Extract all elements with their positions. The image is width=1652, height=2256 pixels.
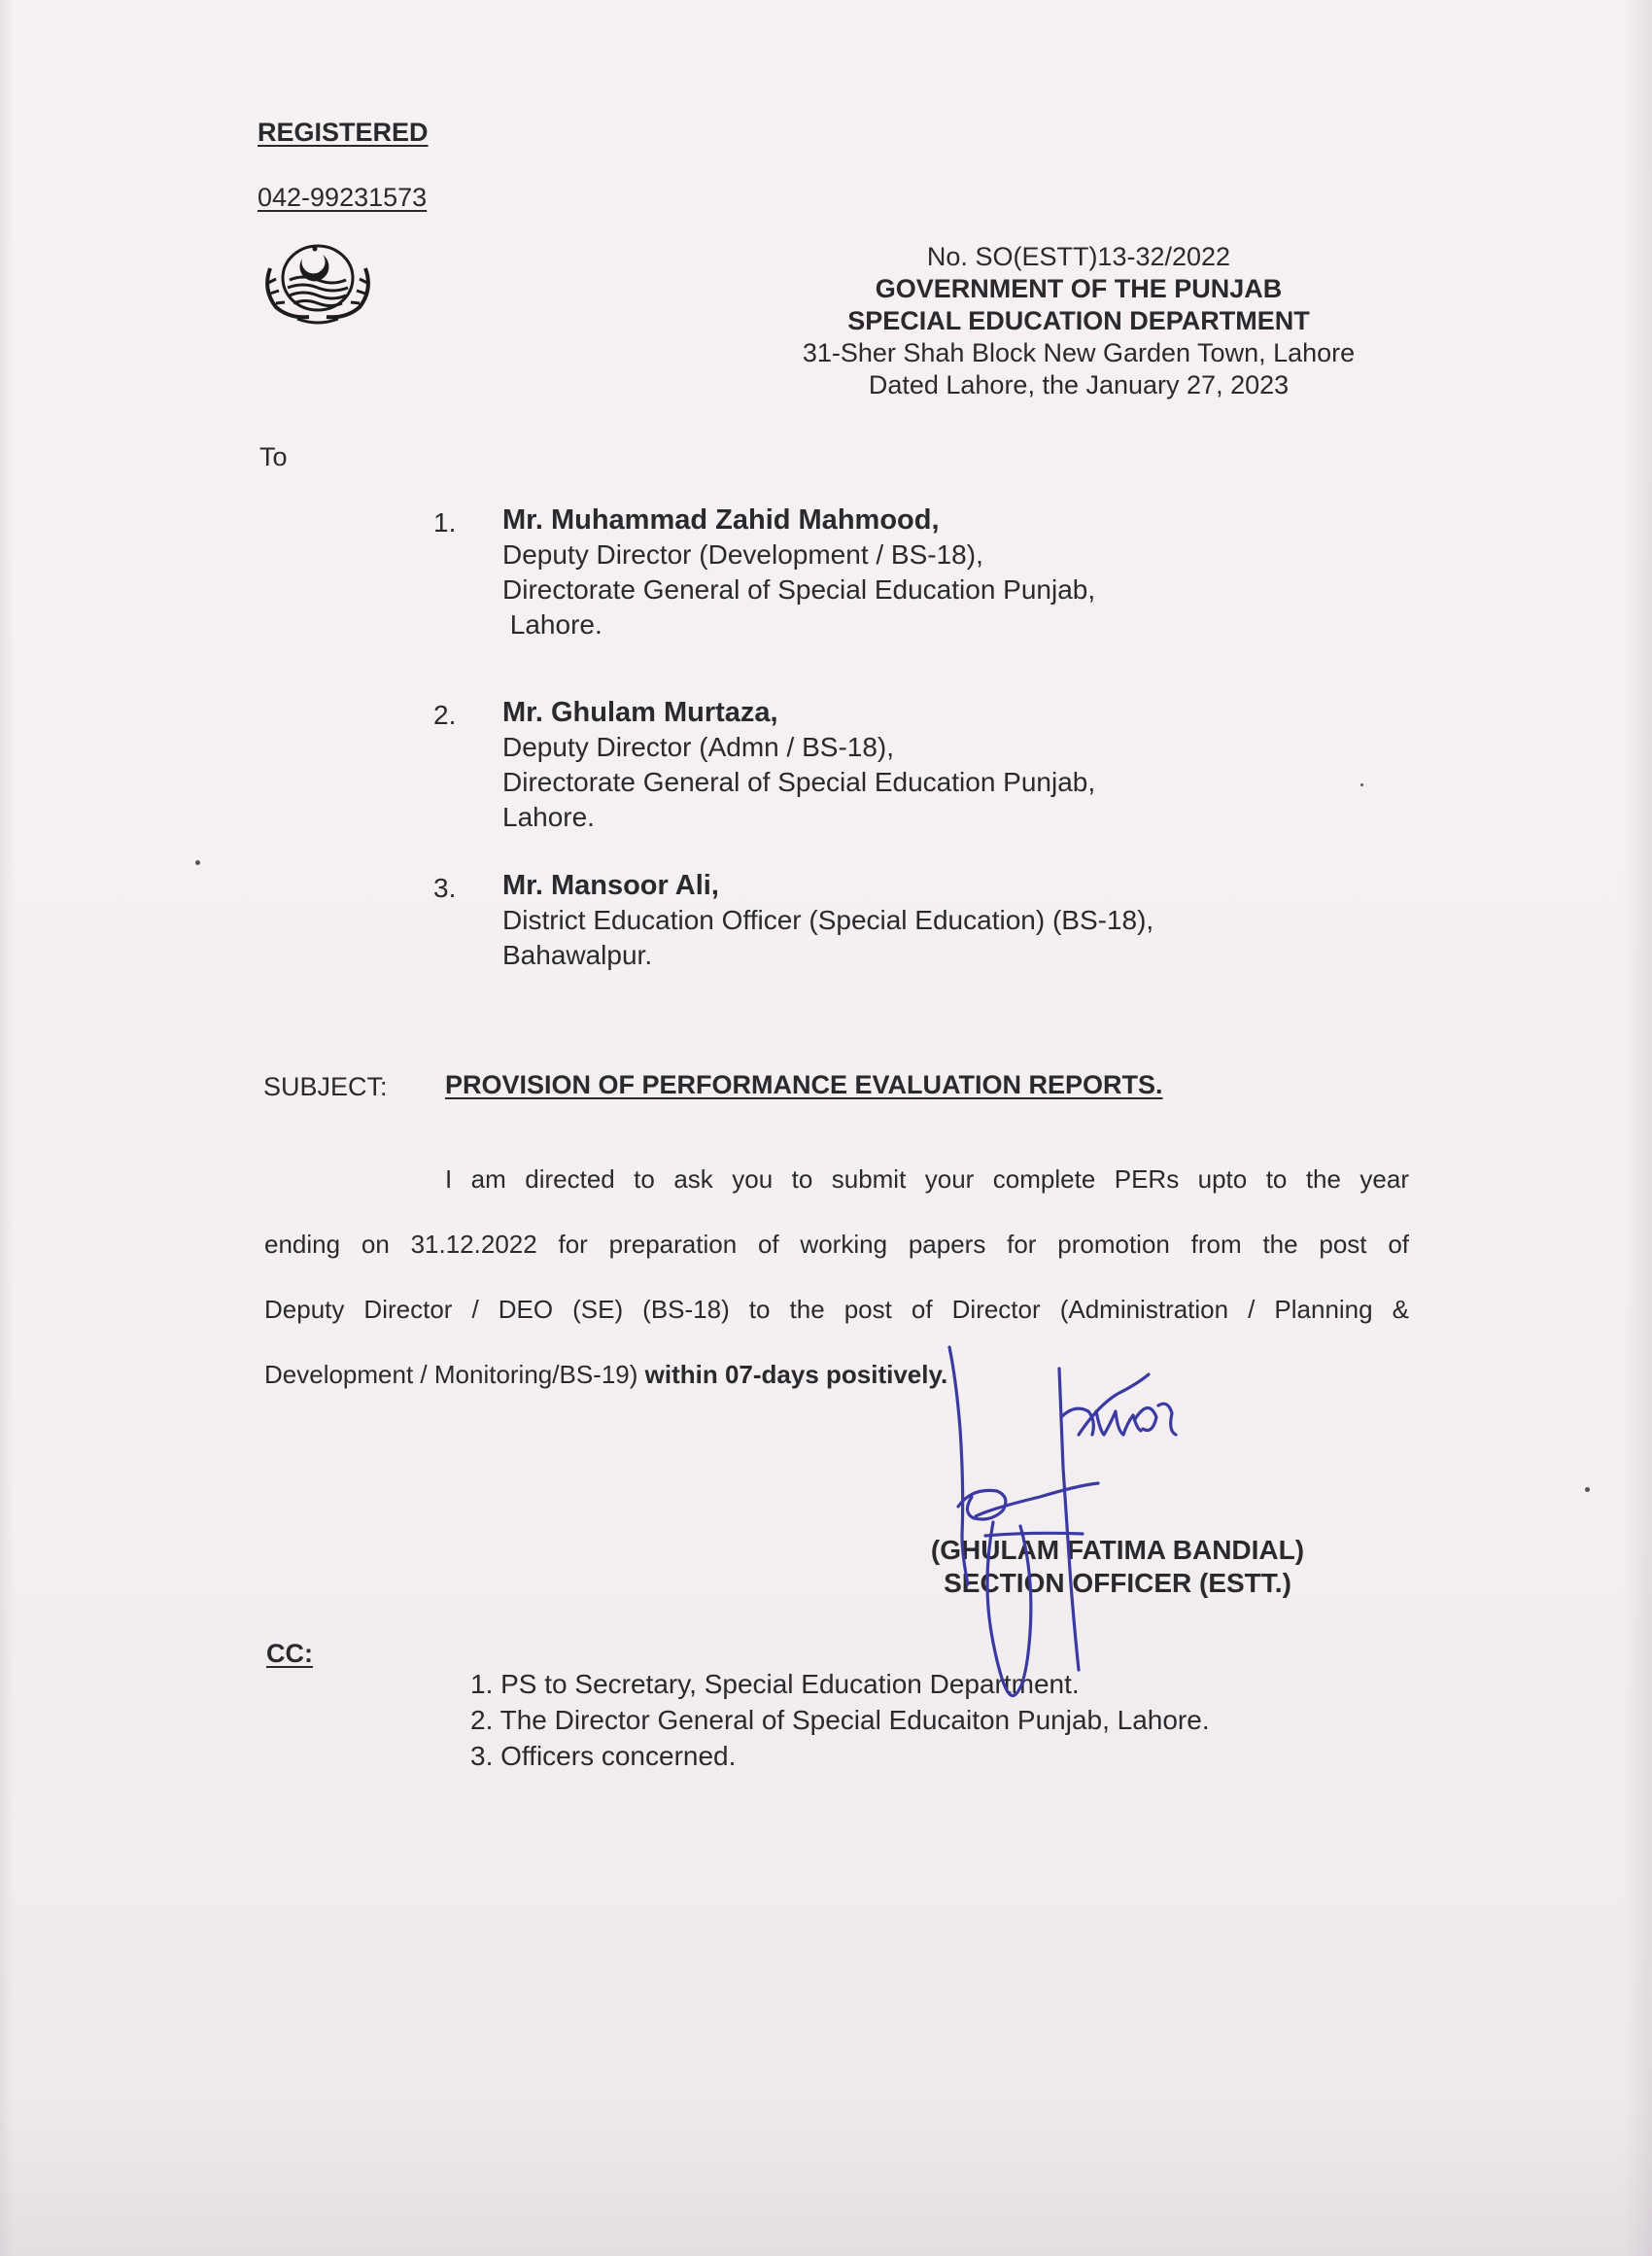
recipient-address <box>502 503 1095 642</box>
recipient-line: Deputy Director (Admn / BS-18), <box>502 732 895 762</box>
recipient-line: Lahore. <box>502 802 595 832</box>
letter-date: Dated Lahore, the January 27, 2023 <box>868 370 1290 399</box>
body-line: Development / Monitoring/BS-19) <box>264 1360 638 1389</box>
body-line: I am directed to ask you to submit your complete PERs upto to the year <box>445 1164 1409 1194</box>
page-edge-shadow-bottom <box>0 2091 1652 2256</box>
government-name: GOVERNMENT OF THE PUNJAB <box>875 274 1283 303</box>
signatory-title: SECTION OFFICER (ESTT.) <box>944 1568 1291 1598</box>
speck <box>1585 1487 1590 1492</box>
page-edge-shadow-right <box>1623 0 1652 2256</box>
recipient-name: Mr. Ghulam Murtaza, <box>502 697 778 728</box>
page-edge-shadow-left <box>0 0 14 2256</box>
recipient-number: 1. <box>433 507 457 538</box>
cc-item: 3. Officers concerned. <box>470 1741 737 1771</box>
recipient-address <box>502 695 1095 835</box>
cc-item: 1. PS to Secretary, Special Education Department. <box>470 1669 1080 1699</box>
body-line: ending on 31.12.2022 for preparation of working papers for promotion from the post of <box>264 1230 1409 1259</box>
reference-number: No. SO(ESTT)13-32/2022 <box>926 242 1231 271</box>
recipient-line: Directorate General of Special Education Punjab, <box>502 574 1096 605</box>
recipient-number: 2. <box>433 700 457 730</box>
registered-label: REGISTERED <box>258 118 429 147</box>
signatory-name: (GHULAM FATIMA BANDIAL) <box>930 1535 1305 1565</box>
body-line: Deputy Director / DEO (SE) (BS-18) to the post of Director (Administration / Planning & <box>264 1295 1409 1324</box>
signature-icon <box>933 1341 1215 1711</box>
body-paragraph <box>264 1164 1409 1425</box>
punjab-emblem-icon <box>258 229 377 327</box>
recipient-line: Bahawalpur. <box>502 940 653 970</box>
recipient-name: Mr. Muhammad Zahid Mahmood, <box>502 504 940 536</box>
recipient-line: Deputy Director (Development / BS-18), <box>502 539 983 570</box>
to-label: To <box>259 442 288 471</box>
cc-item: 2. The Director General of Special Educaiton Punjab, Lahore. <box>470 1705 1210 1735</box>
speck <box>1360 783 1363 786</box>
speck <box>195 860 200 865</box>
department-address: 31-Sher Shah Block New Garden Town, Lahore <box>802 338 1356 367</box>
phone-number: 042-99231573 <box>258 183 428 212</box>
department-name: SPECIAL EDUCATION DEPARTMENT <box>847 306 1310 335</box>
letterhead <box>739 241 1419 401</box>
body-line-last <box>264 1360 1409 1425</box>
recipient-line: District Education Officer (Special Education) (BS-18), <box>502 905 1154 935</box>
recipient-line: Lahore. <box>502 609 602 640</box>
recipient-name: Mr. Mansoor Ali, <box>502 870 719 901</box>
recipient-address <box>502 868 1153 973</box>
subject-label: SUBJECT: <box>263 1072 388 1101</box>
recipient-line: Directorate General of Special Education Punjab, <box>502 767 1096 797</box>
recipient-number: 3. <box>433 873 457 903</box>
body-deadline-bold: within 07-days positively. <box>637 1360 948 1389</box>
subject-text: PROVISION OF PERFORMANCE EVALUATION REPORTS. <box>445 1070 1163 1099</box>
cc-label: CC: <box>266 1639 313 1668</box>
